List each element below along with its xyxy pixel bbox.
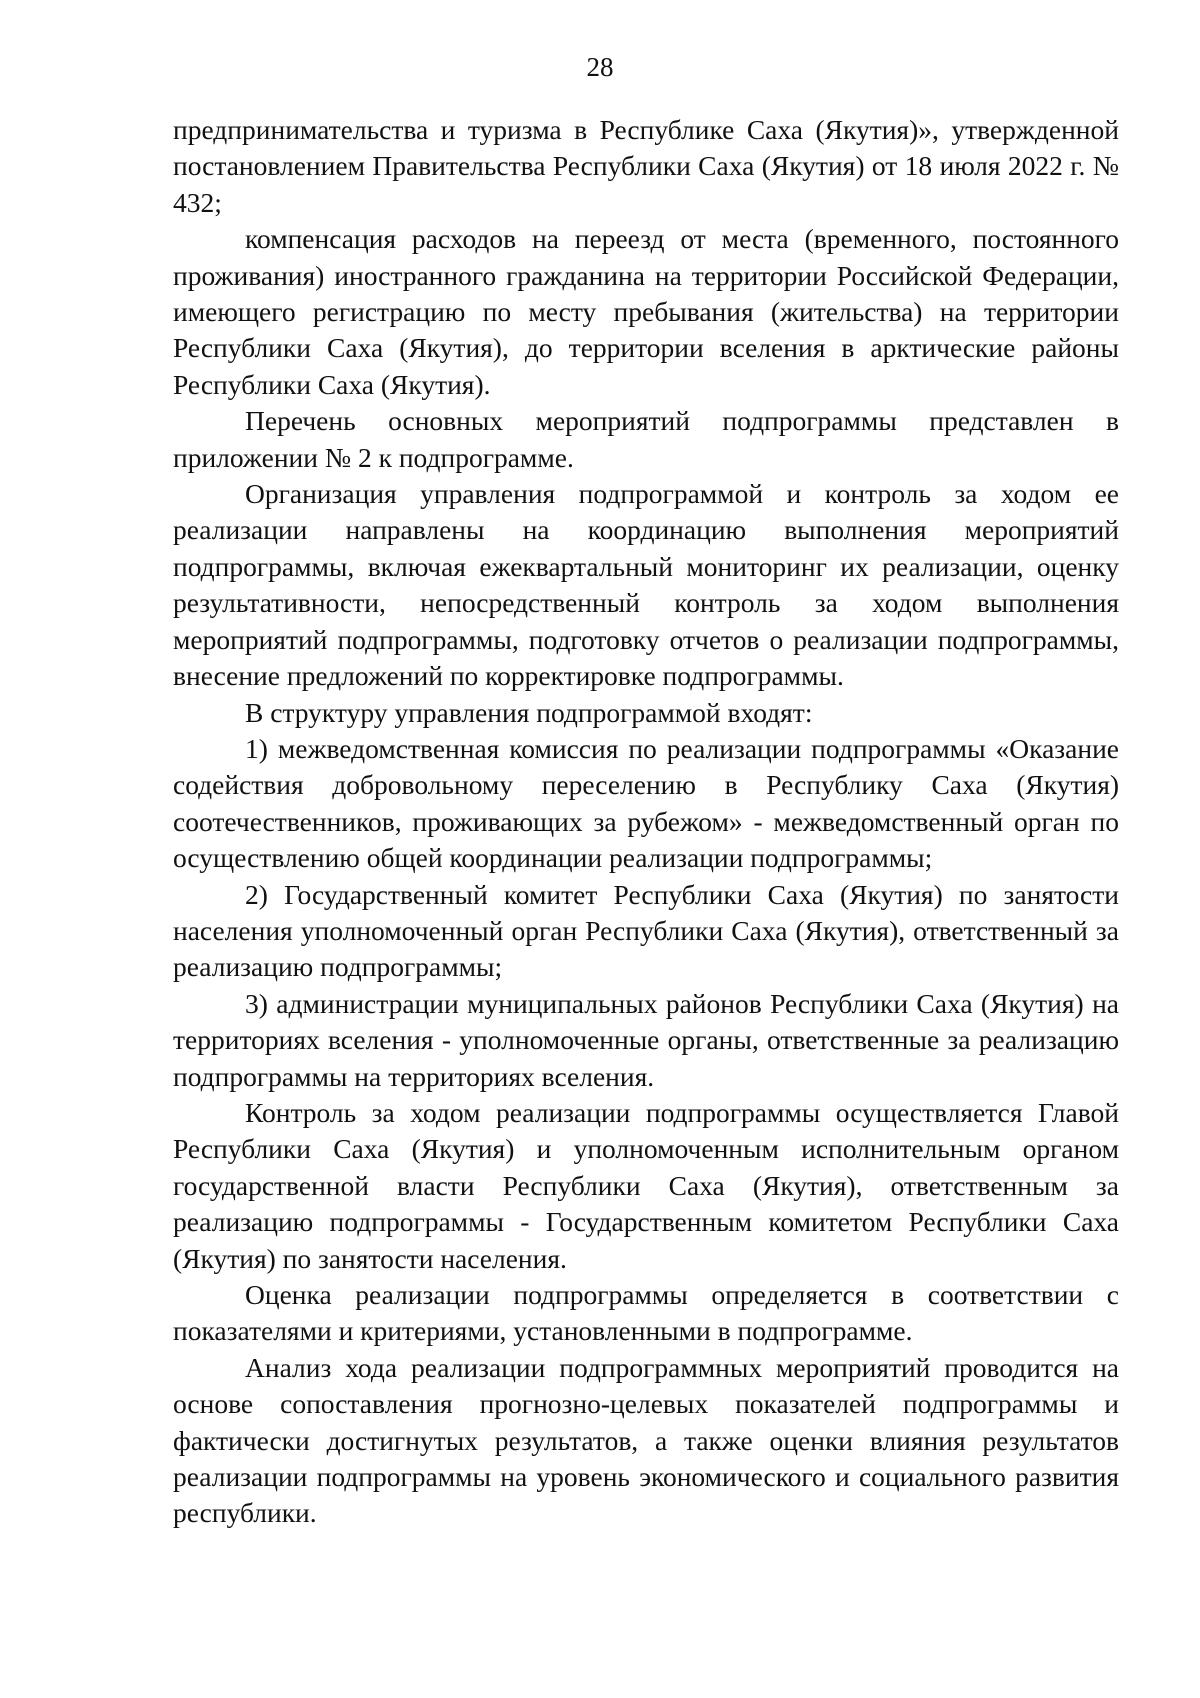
page-number: 28 (586, 52, 614, 82)
paragraph-evaluation: Оценка реализации подпрограммы определяется в соответствии с показателями и критериями, установленными в подпрограмме. (173, 1279, 1119, 1347)
paragraph-management-structure: В структуру управления подпрограммой входят: (245, 696, 813, 728)
document-body (173, 112, 1119, 1532)
paragraph-relocation-compensation: компенсация расходов на переезд от места (временного, постоянного проживания) иностранного гражданина на территории Российской Федерации, имеющего регистрацию по месту пребывания (жительства) на территории Республики Саха (Якутия), до территории вселения в арктические районы Республики Саха (Якутия). (173, 223, 1119, 400)
paragraph-management-organization: Организация управления подпрограммой и контроль за ходом ее реализации направлены на координацию выполнения мероприятий подпрограммы, включая ежеквартальный мониторинг их реализации, оценку результативности, непосредственный контроль за ходом выполнения мероприятий подпрограммы, подготовку отчетов о реализации подпрограммы, внесение предложений по корректировке подпрограммы. (173, 478, 1119, 692)
paragraph-activities-list: Перечень основных мероприятий подпрограммы представлен в приложении № 2 к подпрограмме. (173, 405, 1119, 473)
list-item-3: 3) администрации муниципальных районов Республики Саха (Якутия) на территориях вселения - уполномоченные органы, ответственные за реализацию подпрограммы на территориях вселения. (173, 987, 1119, 1092)
paragraph-continuation: предпринимательства и туризма в Республике Саха (Якутия)», утвержденной постановлением Правительства Республики Саха (Якутия) от 18 июля 2022 г. № 432; (173, 114, 1119, 218)
list-item-2: 2) Государственный комитет Республики Саха (Якутия) по занятости населения уполномоченный орган Республики Саха (Якутия), ответственный за реализацию подпрограммы; (173, 878, 1119, 983)
paragraph-analysis: Анализ хода реализации подпрограммных мероприятий проводится на основе сопоставления прогнозно-целевых показателей подпрограммы и фактически достигнутых результатов, а также оценки влияния результатов реализации подпрограммы на уровень экономического и социального развития республики. (173, 1351, 1119, 1529)
paragraph-control: Контроль за ходом реализации подпрограммы осуществляется Главой Республики Саха (Якутия) и уполномоченным исполнительным органом государственной власти Республики Саха (Якутия), ответственным за реализацию подпрограммы - Государственным комитетом Республики Саха (Якутия) по занятости населения. (173, 1096, 1119, 1274)
list-item-1: 1) межведомственная комиссия по реализации подпрограммы «Оказание содействия добровольному переселению в Республику Саха (Якутия) соотечественников, проживающих за рубежом» - межведомственный орган по осуществлению общей координации реализации подпрограммы; (173, 732, 1119, 874)
